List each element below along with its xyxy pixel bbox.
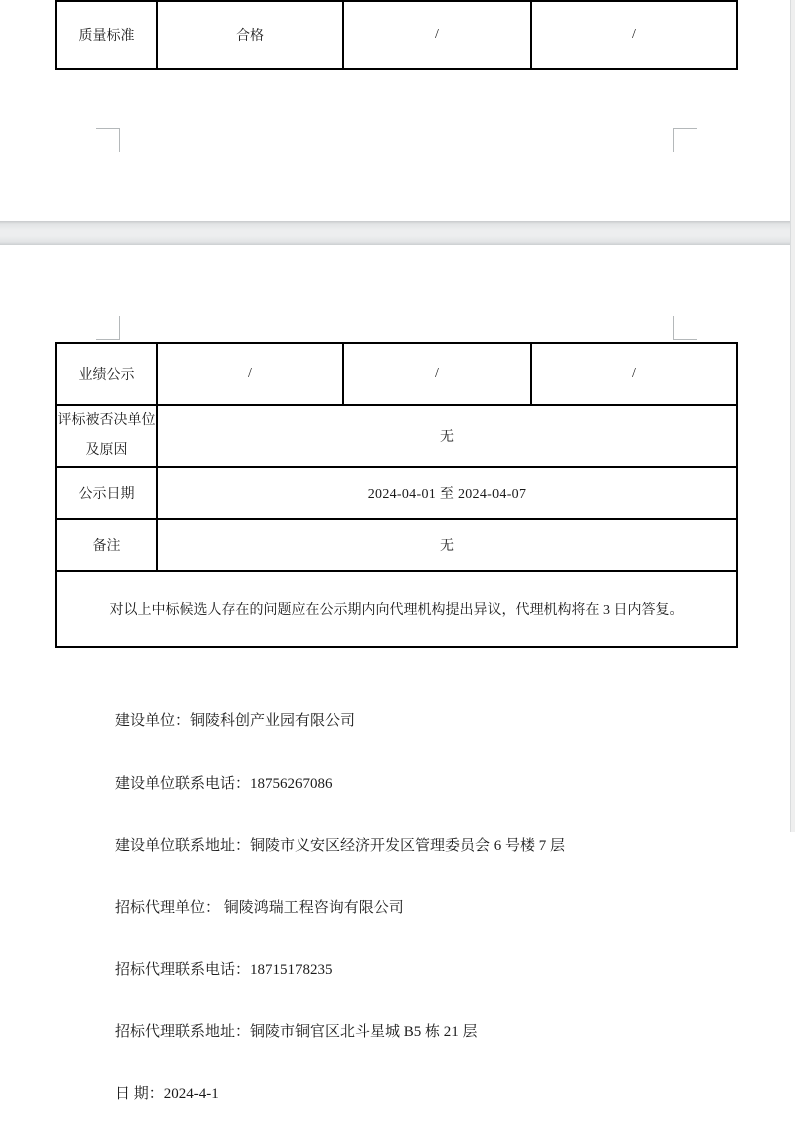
text-boundary-corner-mark bbox=[96, 316, 120, 340]
performance-label-cell: 业绩公示 bbox=[56, 343, 157, 405]
table-row bbox=[56, 1, 737, 69]
quality-standard-empty-cell: / bbox=[343, 1, 531, 69]
page-1[interactable] bbox=[0, 0, 790, 221]
text-boundary-corner-mark bbox=[96, 128, 120, 152]
bidding-agency-phone-line: 招标代理联系电话：18715178235 bbox=[115, 961, 333, 978]
quality-standard-empty-cell: / bbox=[531, 1, 737, 69]
rejected-bidder-label-cell bbox=[56, 405, 157, 467]
date-line: 日 期：2024-4-1 bbox=[115, 1086, 219, 1103]
construction-unit-phone-line: 建设单位联系电话：18756267086 bbox=[115, 775, 333, 792]
contact-info-block[interactable] bbox=[115, 670, 565, 1146]
page-2[interactable] bbox=[0, 245, 790, 1103]
quality-standard-table bbox=[55, 0, 738, 70]
text-boundary-corner-mark bbox=[673, 128, 697, 152]
remark-label-cell: 备注 bbox=[56, 519, 157, 571]
window-right-edge bbox=[790, 0, 795, 832]
table-row bbox=[56, 467, 737, 519]
table-row bbox=[56, 519, 737, 571]
rejected-bidder-label-line1: 评标被否决单位 bbox=[57, 413, 156, 428]
bidding-agency-address-line: 招标代理联系地址：铜陵市铜官区北斗星城 B5 栋 21 层 bbox=[115, 1023, 478, 1040]
bidding-agency-line: 招标代理单位： 铜陵鸿瑞工程咨询有限公司 bbox=[115, 899, 404, 916]
performance-empty-cell: / bbox=[343, 343, 531, 405]
objection-notice-cell: 对以上中标候选人存在的问题应在公示期内向代理机构提出异议，代理机构将在 3 日内答复。 bbox=[56, 571, 737, 647]
publicity-date-value-cell: 2024-04-01 至 2024-04-07 bbox=[157, 467, 737, 519]
remark-value-cell: 无 bbox=[157, 519, 737, 571]
performance-empty-cell: / bbox=[531, 343, 737, 405]
construction-unit-line: 建设单位：铜陵科创产业园有限公司 bbox=[115, 713, 356, 730]
bid-publicity-table bbox=[55, 342, 738, 648]
quality-standard-value-cell: 合格 bbox=[157, 1, 343, 69]
performance-empty-cell: / bbox=[157, 343, 343, 405]
page-break-gap bbox=[0, 221, 790, 245]
table-row bbox=[56, 405, 737, 467]
construction-unit-address-line: 建设单位联系地址：铜陵市义安区经济开发区管理委员会 6 号楼 7 层 bbox=[115, 837, 566, 854]
publicity-date-label-cell: 公示日期 bbox=[56, 467, 157, 519]
rejected-bidder-value-cell: 无 bbox=[157, 405, 737, 467]
text-boundary-corner-mark bbox=[673, 316, 697, 340]
quality-standard-label-cell: 质量标准 bbox=[56, 1, 157, 69]
rejected-bidder-label-line2: 及原因 bbox=[85, 443, 128, 458]
table-row bbox=[56, 571, 737, 647]
table-row bbox=[56, 343, 737, 405]
